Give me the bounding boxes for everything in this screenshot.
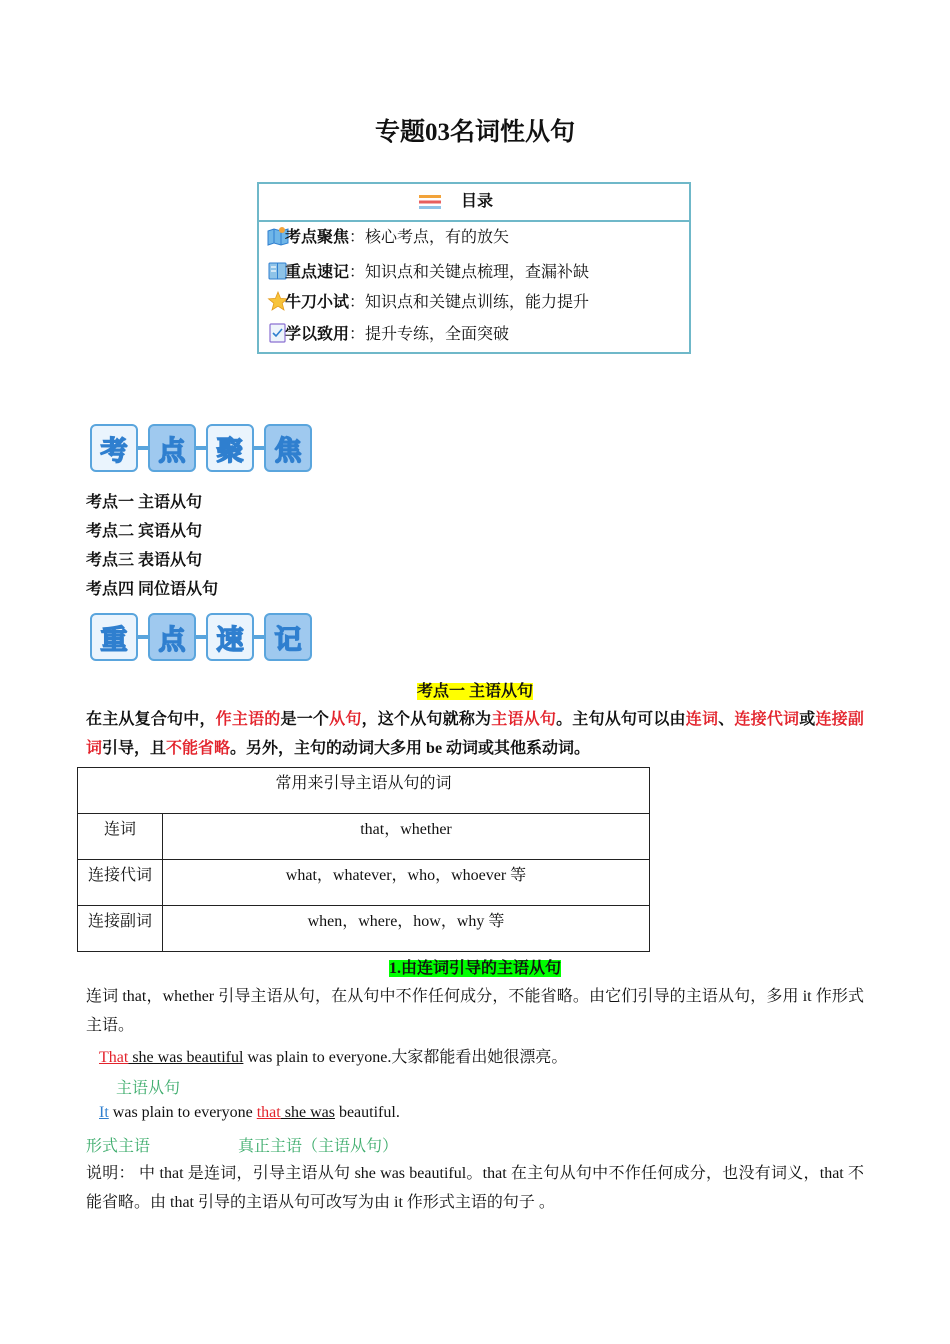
banner-tile: 记 xyxy=(264,613,312,661)
example-note-formal: 形式主语 xyxy=(86,1138,151,1155)
section-heading: 考点一 主语从句 xyxy=(416,683,533,700)
banner-tile: 聚 xyxy=(206,424,254,472)
toc-item-label: 学以致用 xyxy=(285,326,350,343)
subsection-heading: 1.由连词引导的主语从句 xyxy=(388,960,561,977)
explanation: 说明： 中 that 是连词，引导主语从句 she was beautiful。that 在主句从句中不作任何成分，也没有词义，that 不能省略。由 that 引导的主语从句可改写为由 it 作形式主语的句子 。 xyxy=(86,1165,864,1211)
toc-heading: 目录 xyxy=(461,193,494,210)
table-row: 连接代词 what，whatever，who，whoever 等 xyxy=(78,860,650,906)
toc-item-desc: 核心考点，有的放矢 xyxy=(365,229,510,246)
example-sentence-1: That she was beautiful was plain to everyone.大家都能看出她很漂亮。 xyxy=(99,1049,568,1066)
table-row xyxy=(78,768,650,814)
subsection-desc: 连词 that，whether 引导主语从句，在从句中不作任何成分，不能省略。由它们引导的主语从句，多用 it 作形式主语。 xyxy=(86,988,864,1034)
toc-item-apply[interactable]: 学以致用：提升专练，全面突破 xyxy=(267,321,509,344)
toc-item-label: 重点速记 xyxy=(285,264,350,281)
toc-item-desc: 知识点和关键点训练，能力提升 xyxy=(365,294,590,311)
list-icon xyxy=(419,194,441,210)
page-title: 专题03名词性从句 xyxy=(374,119,575,146)
banner-exam-focus xyxy=(90,420,318,476)
banner-tile: 点 xyxy=(148,613,196,661)
toc-item-practice[interactable]: 牛刀小试：知识点和关键点训练，能力提升 xyxy=(267,289,589,312)
exam-points-list xyxy=(86,488,218,604)
banner-tile: 考 xyxy=(90,424,138,472)
list-item: 考点二 宾语从句 xyxy=(86,523,203,540)
toc-item-desc: 提升专练，全面突破 xyxy=(365,326,510,343)
introducers-table xyxy=(77,767,650,952)
banner-tile: 速 xyxy=(206,613,254,661)
table-row: 连接副词 when，where，how，why 等 xyxy=(78,906,650,952)
toc-item-label: 牛刀小试 xyxy=(285,294,350,311)
toc-item-label: 考点聚焦 xyxy=(285,229,350,246)
section-intro: 在主从复合句中，作主语的是一个从句，这个从句就称为主语从句。主句从句可以由连词、连接代词或连接副词引导，且不能省略。另外，主句的动词大多用 be 动词或其他系动词。 xyxy=(86,711,864,757)
banner-tile: 重 xyxy=(90,613,138,661)
list-item: 考点一 主语从句 xyxy=(86,494,203,511)
example-sentence-2: It was plain to everyone that she was beautiful. xyxy=(99,1104,400,1121)
toc-header xyxy=(259,184,689,222)
banner-tile: 焦 xyxy=(264,424,312,472)
example-note-real: 真正主语（主语从句） xyxy=(238,1138,399,1155)
list-item: 考点四 同位语从句 xyxy=(86,581,219,598)
toc-box xyxy=(257,182,691,354)
example-note: 主语从句 xyxy=(116,1080,181,1097)
toc-item-desc: 知识点和关键点梳理，查漏补缺 xyxy=(365,264,590,281)
toc-item-notes[interactable]: 重点速记：知识点和关键点梳理，查漏补缺 xyxy=(267,259,589,282)
banner-tile: 点 xyxy=(148,424,196,472)
list-item: 考点三 表语从句 xyxy=(86,552,203,569)
table-row: 连词 that，whether xyxy=(78,814,650,860)
banner-key-notes xyxy=(90,609,318,665)
toc-item-focus[interactable]: 考点聚焦：核心考点，有的放矢 xyxy=(267,224,509,247)
table-header: 常用来引导主语从句的词 xyxy=(78,768,650,814)
